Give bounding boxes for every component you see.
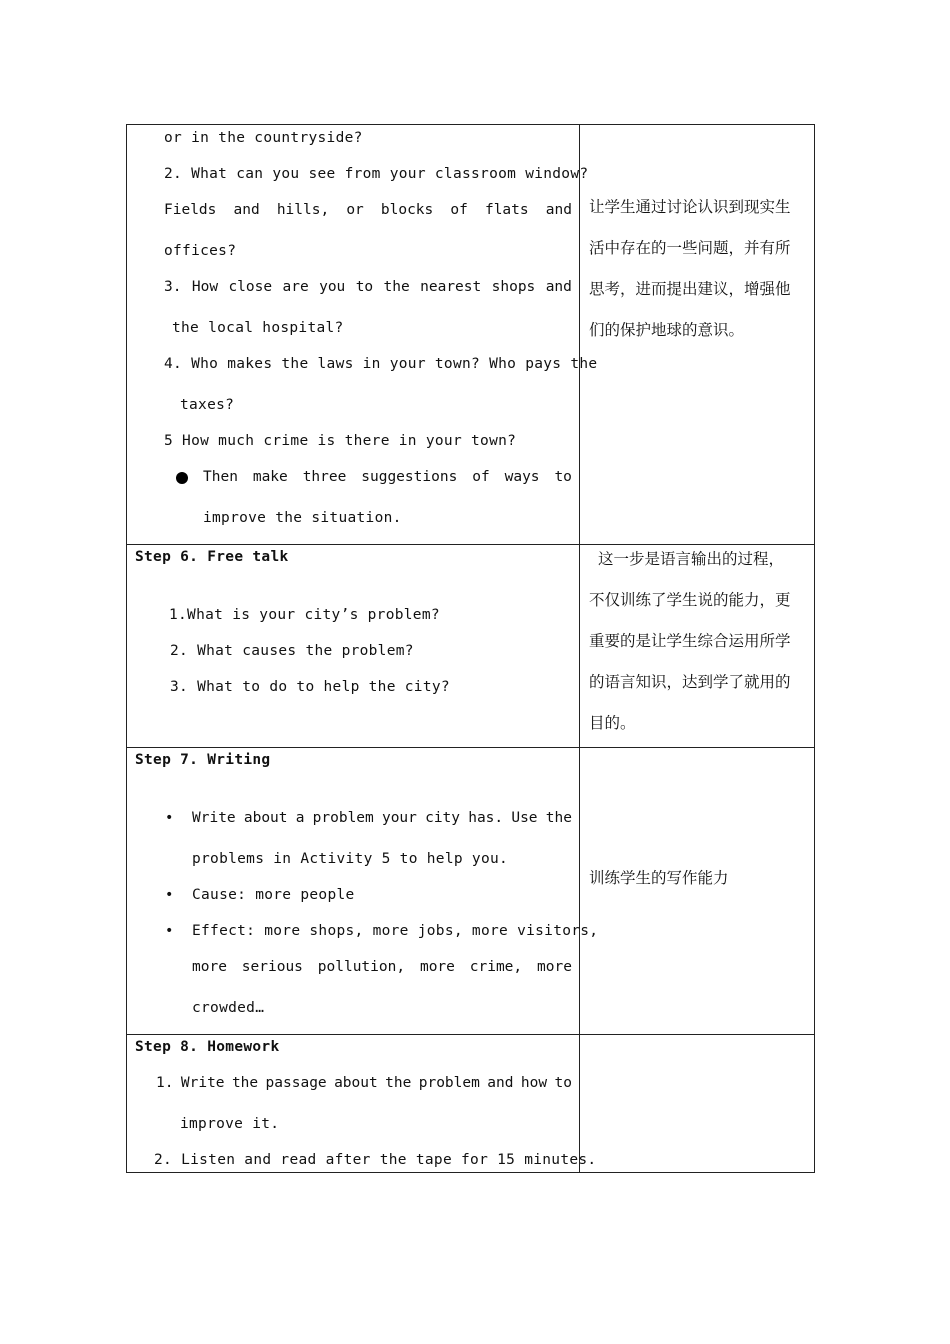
word: of [450, 202, 468, 218]
purpose-line: 的语言知识，达到学了就用的 [589, 673, 791, 691]
word: suggestions [361, 469, 458, 485]
purpose-line: 目的。 [589, 714, 636, 732]
activity-cell [127, 1035, 597, 1172]
purpose-line: 这一步是语言输出的过程， [598, 550, 785, 568]
purpose-cell [580, 748, 814, 1034]
word: problem [312, 810, 374, 826]
bullet-icon: • [165, 887, 174, 903]
word: to [355, 279, 374, 295]
word: Write [192, 810, 236, 826]
bullet-icon: • [165, 810, 174, 826]
word: nearest [420, 279, 482, 295]
bullet-icon [176, 472, 188, 484]
word: shops [491, 279, 536, 295]
word: make [252, 469, 288, 485]
word: or [346, 202, 364, 218]
word: crime, [469, 959, 523, 975]
word: problem [418, 1075, 480, 1091]
word: serious [241, 959, 303, 975]
word: three [302, 469, 347, 485]
text-line: crowded… [192, 1000, 265, 1016]
text-line: 5 How much crime is there in your town? [164, 433, 517, 449]
word: city [425, 810, 461, 826]
text-line: improve it. [180, 1116, 280, 1132]
justified-line [203, 469, 572, 485]
word: are [282, 279, 309, 295]
word: the [545, 810, 572, 826]
word: and [545, 202, 572, 218]
word: more [537, 959, 572, 975]
word: Then [203, 469, 238, 485]
justified-line [164, 279, 572, 295]
word: ways [504, 469, 540, 485]
step-heading: Step 7. Writing [135, 752, 271, 768]
word: a [295, 810, 305, 826]
word: has. [468, 810, 504, 826]
word: to [554, 1075, 572, 1091]
purpose-line: 思考，进而提出建议，增强他 [589, 280, 791, 298]
word: 1. [156, 1075, 174, 1091]
justified-line [156, 1075, 572, 1091]
purpose-line: 不仅训练了学生说的能力，更 [589, 591, 791, 609]
lesson-plan-table [126, 124, 815, 1173]
question-item: 2. What causes the problem? [170, 643, 414, 659]
word: pollution, [317, 959, 406, 975]
word: the [231, 1075, 259, 1091]
purpose-cell [580, 1035, 814, 1172]
text-line: offices? [164, 243, 237, 259]
purpose-cell [580, 545, 814, 747]
word: close [228, 279, 273, 295]
step-heading: Step 6. Free talk [135, 549, 289, 565]
word: Write [180, 1075, 225, 1091]
table-row [127, 747, 814, 1034]
purpose-line: 活中存在的一些问题，并有所 [589, 239, 791, 257]
word: hills, [276, 202, 330, 218]
word: you [319, 279, 346, 295]
word: How [191, 279, 219, 295]
word: about [243, 810, 288, 826]
word: and [545, 279, 572, 295]
justified-line [164, 202, 572, 218]
justified-line [192, 810, 572, 826]
word: the [383, 279, 410, 295]
word: Use [511, 810, 538, 826]
word: about [334, 1075, 378, 1091]
table-row [127, 544, 814, 747]
text-line: taxes? [180, 397, 235, 413]
step-heading: Step 8. Homework [135, 1039, 280, 1055]
activity-cell [127, 125, 598, 544]
word: 3. [164, 279, 182, 295]
word: your [381, 810, 417, 826]
word: and [233, 202, 260, 218]
purpose-line: 重要的是让学生综合运用所学 [589, 632, 791, 650]
word: more [419, 959, 455, 975]
purpose-line: 让学生通过讨论认识到现实生 [589, 198, 791, 216]
word: more [192, 959, 227, 975]
word: blocks [380, 202, 434, 218]
bullet-item: Effect: more shops, more jobs, more visitors, [192, 923, 599, 939]
table-row [127, 1034, 814, 1172]
purpose-cell [580, 125, 814, 544]
bullet-icon: • [165, 923, 174, 939]
activity-cell [127, 545, 580, 747]
text-line: 4. Who makes the laws in your town? Who pays the [164, 356, 598, 372]
text-line: 2. What can you see from your classroom window? [164, 166, 589, 182]
purpose-line: 训练学生的写作能力 [589, 869, 729, 887]
homework-item: 2. Listen and read after the tape for 15 minutes. [154, 1152, 597, 1168]
table-row [127, 125, 814, 544]
word: Fields [164, 202, 217, 218]
word: to [554, 469, 572, 485]
word: passage [265, 1075, 327, 1091]
justified-line [192, 959, 572, 975]
bullet-item: Cause: more people [192, 887, 355, 903]
word: how [520, 1075, 548, 1091]
text-line: problems in Activity 5 to help you. [192, 851, 509, 867]
word: flats [484, 202, 529, 218]
text-line: or in the countryside? [164, 130, 363, 146]
word: the [385, 1075, 412, 1091]
question-item: 1.What is your city’s problem? [169, 607, 440, 623]
purpose-line: 们的保护地球的意识。 [589, 321, 745, 339]
question-item: 3. What to do to help the city? [170, 679, 450, 695]
word: of [472, 469, 490, 485]
text-line: the local hospital? [172, 320, 344, 336]
word: and [487, 1075, 514, 1091]
activity-cell [127, 748, 599, 1034]
text-line: improve the situation. [203, 510, 402, 526]
